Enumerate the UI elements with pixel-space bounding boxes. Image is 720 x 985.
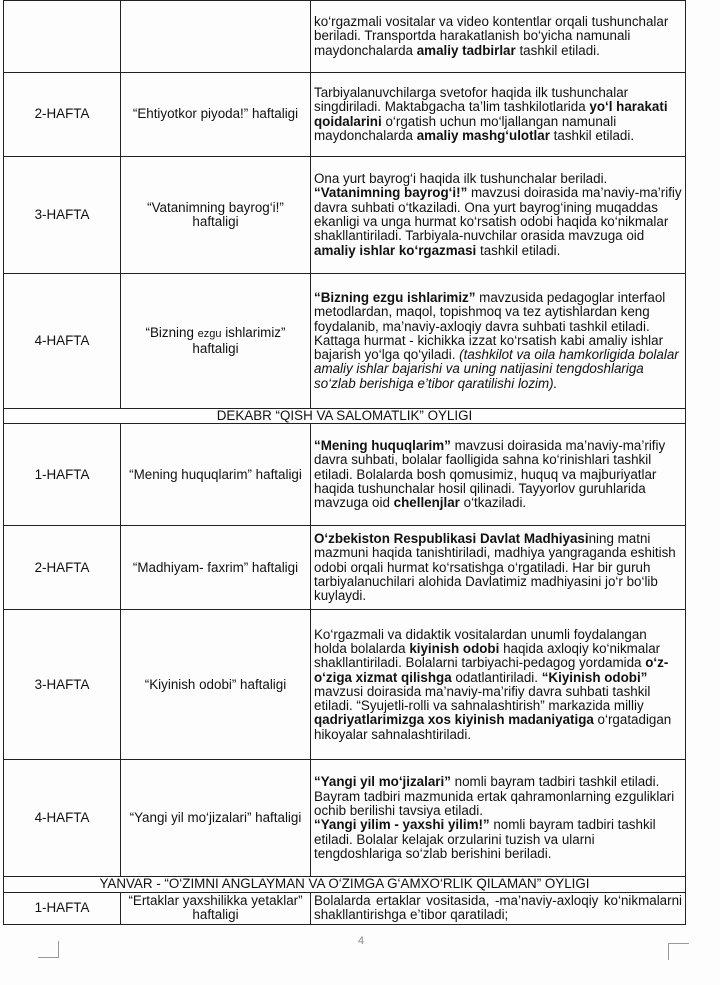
page-number: 4 [358, 935, 365, 947]
page-corner-mark [668, 943, 689, 960]
week-cell: 4-HAFTA [4, 760, 121, 877]
week-name-cell [121, 1, 311, 73]
month-heading-row [4, 877, 686, 892]
description-line [314, 818, 682, 861]
description-text: o‘rgatadigan hikoyalar sahnalashtiriladi. [314, 712, 672, 742]
description-cell [311, 157, 686, 274]
description-cell [311, 1, 686, 73]
description-italic-note: (tashkilot va oila hamkorligida bolalar amaliy ishlar bajarishi va uning natijasini tengdoshlariga so‘zlab berishiga e’tibor qaratilishi lozim). [314, 347, 679, 391]
description-bold: “Vatanimning bayrog‘i!” [314, 185, 468, 201]
table-row [4, 424, 686, 526]
description-text: Ona yurt bayrog‘i haqida ilk tushunchalar beriladi. [314, 171, 608, 187]
description-text: Ko‘rgazmali va didaktik vositalardan unumli foydalangan holda bolalarda [314, 626, 647, 656]
week-cell: 3-HAFTA [4, 157, 121, 274]
description-cell [311, 73, 686, 157]
table-row [4, 1, 686, 73]
description-text: nomli bayram tadbiri tashkil etiladi. Bayram tadbiri mazmunida ertak qahramonlarning ezguliklari ochib berilishi tavsiya etiladi. [314, 774, 675, 818]
description-text: tashkil etiladi. [476, 242, 561, 258]
month-heading-row [4, 409, 686, 424]
description-cell [311, 610, 686, 760]
description-text: mavzusi doirasida ma’naviy-ma’rifiy davra suhbati, bolalar faolligida sahna ko‘rinishlari tashkil etiladi. Bolalarda bosh qomusimiz, huquq va majburiyatlar haqida tushunchalar hosil qilinadi. Tayyorlov guruhlarida mavzuga oid [314, 438, 666, 511]
description-bold: o‘z- o‘ziga xizmat qilishga [314, 655, 669, 685]
table-row [4, 760, 686, 877]
description-text: ko‘rgazmali vositalar va video kontentlar orqali tushunchalar beriladi. Transportda harakatlanish bo‘yicha namunali maydonchalarda [314, 14, 669, 58]
description-bold: kiyinish odobi [409, 640, 500, 656]
page-corner-mark [38, 941, 59, 958]
description-cell: Bolalarda ertaklar vositasida, -ma’naviy-axloqiy ko‘nikmalarni shakllantirishga e’tibor qaratiladi; [311, 892, 686, 924]
week-name-cell: “Ertaklar yaxshilikka yetaklar” haftaligi [121, 892, 311, 924]
week-cell: 1-HAFTA [4, 424, 121, 526]
week-name-cell: “Ehtiyotkor piyoda!” haftaligi [121, 73, 311, 157]
month-heading: YANVAR - “O‘ZIMNI ANGLAYMAN VA O‘ZIMGA G‘AMXO‘RLIK QILAMAN” OYLIGI [4, 877, 686, 892]
table-row [4, 892, 686, 924]
week-name-cell: “Kiyinish odobi” haftaligi [121, 610, 311, 760]
table-row [4, 526, 686, 610]
description-text: mavzusi doirasida ma’naviy-ma’rifiy davra suhbati o‘tkaziladi. Ona yurt bayrog‘ining muqaddas ekanligi va unga hurmat ko‘rsatish odobi haqida ko‘nikmalar shakllantiriladi. Tarbiyala-nuvchilar orasida mavzuga oid [314, 185, 682, 244]
week-name-cell: “Yangi yil mo‘jizalari” haftaligi [121, 760, 311, 877]
description-bold: “Yangi yilim - yaxshi yilim!” [314, 817, 490, 833]
description-bold: “Bizning ezgu ishlarimiz” [314, 289, 476, 305]
description-bold: “Kiyinish odobi” [541, 669, 648, 685]
description-text: Tarbiyalanuvchilarga svetofor haqida ilk tushunchalar singdiriladi. Maktabgacha ta’lim tashkilotlarida [314, 84, 629, 115]
week-name-cell [121, 274, 311, 409]
description-text: mavzusida pedagoglar interfaol metodlardan, maqol, topishmoq va tez aytishlardan keng foydalanib, ma’naviy-axloqiy davra suhbati tashkil etiladi. Kattaga hurmat - kichikka izzat ko‘rsatish kabi amaliy ishlar bajarish yo‘lga qo‘yiladi. [314, 289, 666, 363]
description-bold: amaliy mashg‘ulotlar [416, 127, 550, 143]
week-name-cell: “Vatanimning bayrog‘i!” haftaligi [121, 157, 311, 274]
week-name-cell: “Mening huquqlarim” haftaligi [121, 424, 311, 526]
week-cell: 3-HAFTA [4, 610, 121, 760]
table-row [4, 274, 686, 409]
description-bold: chellenjlar [393, 495, 460, 511]
description-bold: qadriyatlarimizga xos kiyinish madaniyatiga [314, 712, 594, 728]
description-text: ning matni mazmuni haqida tanishtiriladi, madhiya yangraganda eshitish odobi orqali hurmat ko‘rsatishga o‘rgatiladi. Har bir guruh tarbiyalanuchilari alohida Davlatimiz madhiyasini jo‘r bo‘lib kuylaydi. [314, 531, 676, 604]
week-cell: 4-HAFTA [4, 274, 121, 409]
description-cell [311, 424, 686, 526]
description-text: odatlantiriladi. [451, 669, 542, 685]
description-text: tashkil etiladi. [549, 127, 635, 143]
month-heading: DEKABR “QISH VA SALOMATLIK” OYLIGI [4, 409, 686, 424]
description-text: o‘rgatish uchun mo‘ljallangan namunali maydonchalarda [314, 113, 617, 143]
week-cell: 2-HAFTA [4, 526, 121, 610]
description-text: o‘tkaziladi. [459, 495, 527, 511]
description-bold: “Yangi yil mo‘jizalari” [314, 774, 451, 790]
description-bold: O‘zbekiston Respublikasi Davlat Madhiyasi [314, 531, 589, 547]
description-bold: amaliy ishlar ko‘rgazmasi [314, 242, 477, 258]
description-bold: “Mening huquqlarim” [314, 438, 451, 454]
week-name-cell: “Madhiyam- faxrim” haftaligi [121, 526, 311, 610]
description-text: haqida axloqiy ko‘nikmalar shakllantiriladi. Bolalarni tarbiyachi-pedagog yordamida [314, 640, 661, 671]
description-text: mavzusi doirasida ma’naviy-ma’rifiy davra suhbati tashkil etiladi. “Syujetli-rolli va sahnalashtirish” markazida milliy [314, 683, 651, 714]
weekly-plan-table [3, 0, 686, 925]
description-bold: yo‘l harakati qoidalarini [314, 99, 668, 129]
week-cell [4, 1, 121, 73]
week-name-text: “Bizning [145, 325, 198, 341]
week-cell: 1-HAFTA [4, 892, 121, 924]
week-name-text: ezgu [197, 328, 222, 341]
description-text: nomli bayram tadbiri tashkil etiladi. Bolalar kelajak orzularini tuzish va ularni tengdoshlariga so‘zlab berishini beriladi. [314, 817, 656, 861]
description-text: tashkil etiladi. [515, 42, 600, 58]
description-cell [311, 274, 686, 409]
description-cell [311, 526, 686, 610]
description-bold: amaliy tadbirlar [416, 42, 516, 58]
table-row [4, 73, 686, 157]
table-row [4, 610, 686, 760]
table-row [4, 157, 686, 274]
description-cell [311, 760, 686, 877]
week-cell: 2-HAFTA [4, 73, 121, 157]
week-name-text: ishlarimiz” haftaligi [192, 325, 286, 356]
